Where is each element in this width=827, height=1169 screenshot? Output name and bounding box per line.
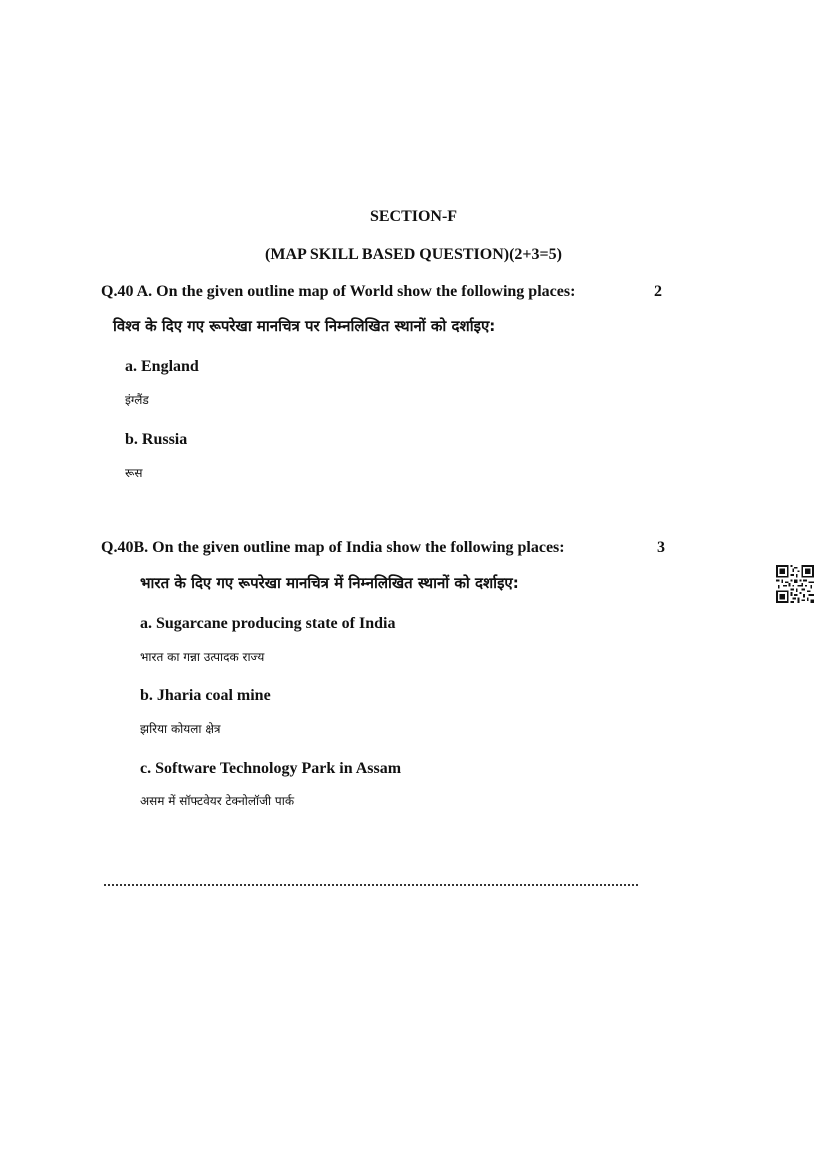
question-40a-item-b: b. Russia <box>125 431 188 448</box>
section-subtitle: (MAP SKILL BASED QUESTION)(2+3=5) <box>265 246 562 263</box>
question-40b-item-a: a. Sugarcane producing state of India <box>140 615 396 632</box>
question-40b: Q.40B. On the given outline map of India show the following places: <box>101 539 565 556</box>
question-40b-item-b-hindi: झरिया कोयला क्षेत्र <box>140 722 221 736</box>
dotted-separator <box>104 884 638 886</box>
question-40b-item-c-hindi: असम में सॉफ्टवेयर टेक्नोलॉजी पार्क <box>140 794 295 808</box>
qr-code-icon <box>776 565 814 603</box>
question-40a-item-a-hindi: इंग्लैंड <box>125 393 149 407</box>
question-40a-marks: 2 <box>654 283 662 300</box>
section-title: SECTION-F <box>369 208 458 225</box>
question-40b-marks: 3 <box>657 539 665 556</box>
question-40a: Q.40 A. On the given outline map of World show the following places: <box>101 283 576 300</box>
question-40a-item-b-hindi: रूस <box>125 466 143 480</box>
question-40b-hindi: भारत के दिए गए रूपरेखा मानचित्र में निम्नलिखित स्थानों को दर्शाइए: <box>140 574 519 592</box>
question-40b-item-b: b. Jharia coal mine <box>140 687 271 704</box>
question-40b-item-a-hindi: भारत का गन्ना उत्पादक राज्य <box>140 650 265 664</box>
question-40a-hindi: विश्व के दिए गए रूपरेखा मानचित्र पर निम्नलिखित स्थानों को दर्शाइए: <box>113 317 496 335</box>
question-40b-item-c: c. Software Technology Park in Assam <box>140 760 402 777</box>
question-40a-item-a: a. England <box>125 358 199 375</box>
